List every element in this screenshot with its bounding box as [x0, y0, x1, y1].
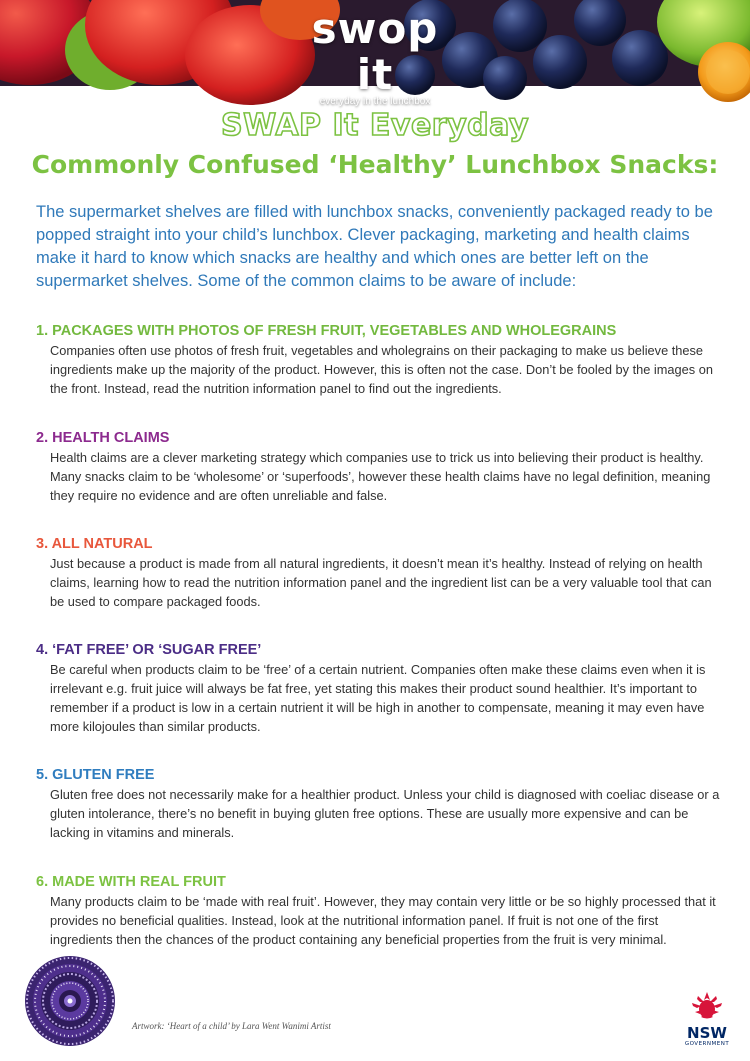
- section-body: Be careful when products claim to be ‘free’ of a certain nutrient. Companies often make these claims even when it is irrelevant e.g. fruit juice will always be fat free, yet stating this makes their product sound healthier. It’s important to remember if a product is low in a certain nutrient it will be high in another to compensate, meaning it may even have more kilojoules than similar products.: [50, 662, 706, 734]
- section-fat-sugar-free: [36, 641, 720, 736]
- section-body: Health claims are a clever marketing strategy which companies use to trick us into believing their product is healthy. Many snacks claim to be ‘wholesome’ or ‘superfoods’, however these health claims have no legal definition, meaning they require no evidence and are often unreliable and false.: [50, 450, 711, 503]
- nsw-government-logo: [678, 990, 736, 1054]
- section-gluten-free: [36, 766, 720, 842]
- header-banner: [0, 0, 750, 107]
- swap-it-logo: [290, 4, 460, 107]
- section-all-natural: [36, 535, 720, 611]
- section-heading: 4. ‘FAT FREE’ OR ‘SUGAR FREE’: [36, 642, 262, 658]
- artwork-caption: Artwork: ‘Heart of a child’ by Lara Went Wanimi Artist: [132, 1021, 331, 1031]
- section-real-fruit: [36, 873, 720, 949]
- logo-tagline: everyday in the lunchbox: [319, 96, 431, 107]
- aboriginal-artwork-icon: [24, 955, 116, 1047]
- section-heading: 1. PACKAGES WITH PHOTOS OF FRESH FRUIT, VEGETABLES AND WHOLEGRAINS: [36, 323, 617, 339]
- section-health-claims: [36, 429, 720, 505]
- section-body: Just because a product is made from all natural ingredients, it doesn’t mean it’s healthy. Instead of relying on health claims, learning how to read the nutrition information panel and the ingredient list can be a very valuable tool that can be used to compare packaged foods.: [50, 556, 712, 609]
- section-heading: 3. ALL NATURAL: [36, 536, 153, 552]
- waratah-icon: [687, 990, 727, 1020]
- nsw-government-label: GOVERNMENT: [684, 1041, 730, 1047]
- section-packages-photos: [36, 322, 720, 398]
- section-body: Gluten free does not necessarily make for a healthier product. Unless your child is diagnosed with coeliac disease or a gluten intolerance, there’s no benefit in buying gluten free options. These are usually more expensive and can be lacking in vitamins and minerals.: [50, 787, 720, 840]
- logo-wordmark: swop it: [311, 4, 439, 99]
- section-body: Companies often use photos of fresh fruit, vegetables and wholegrains on their packaging to make us believe these ingredients make up the majority of the product. However, this is often not the case. Don’t be fooled by the images on the front. Instead, read the nutrition information panel to find out the ingredients.: [50, 343, 713, 396]
- section-heading: 6. MADE WITH REAL FRUIT: [36, 874, 226, 890]
- nsw-wordmark: NSW: [687, 1024, 727, 1042]
- section-body: Many products claim to be ‘made with real fruit’. However, they may contain very little or be so highly processed that it provides no beneficial qualities. Instead, look at the nutritional information panel. If fruit is not one of the first ingredients then the chances of the product containing any beneficial properties from the fruit is very minimal.: [50, 894, 716, 947]
- intro-paragraph: The supermarket shelves are filled with lunchbox snacks, conveniently packaged ready to be popped straight into your child’s lunchbox. Clever packaging, marketing and health claims make it hard to know which snacks are healthy and which ones are better left on the supermarket shelves. Some of the common claims to be aware of include:: [36, 203, 713, 290]
- page-title: SWAP It Everyday: [220, 108, 530, 143]
- section-heading: 5. GLUTEN FREE: [36, 767, 155, 783]
- page-subtitle: Commonly Confused ‘Healthy’ Lunchbox Snacks:: [31, 150, 719, 179]
- section-heading: 2. HEALTH CLAIMS: [36, 430, 170, 446]
